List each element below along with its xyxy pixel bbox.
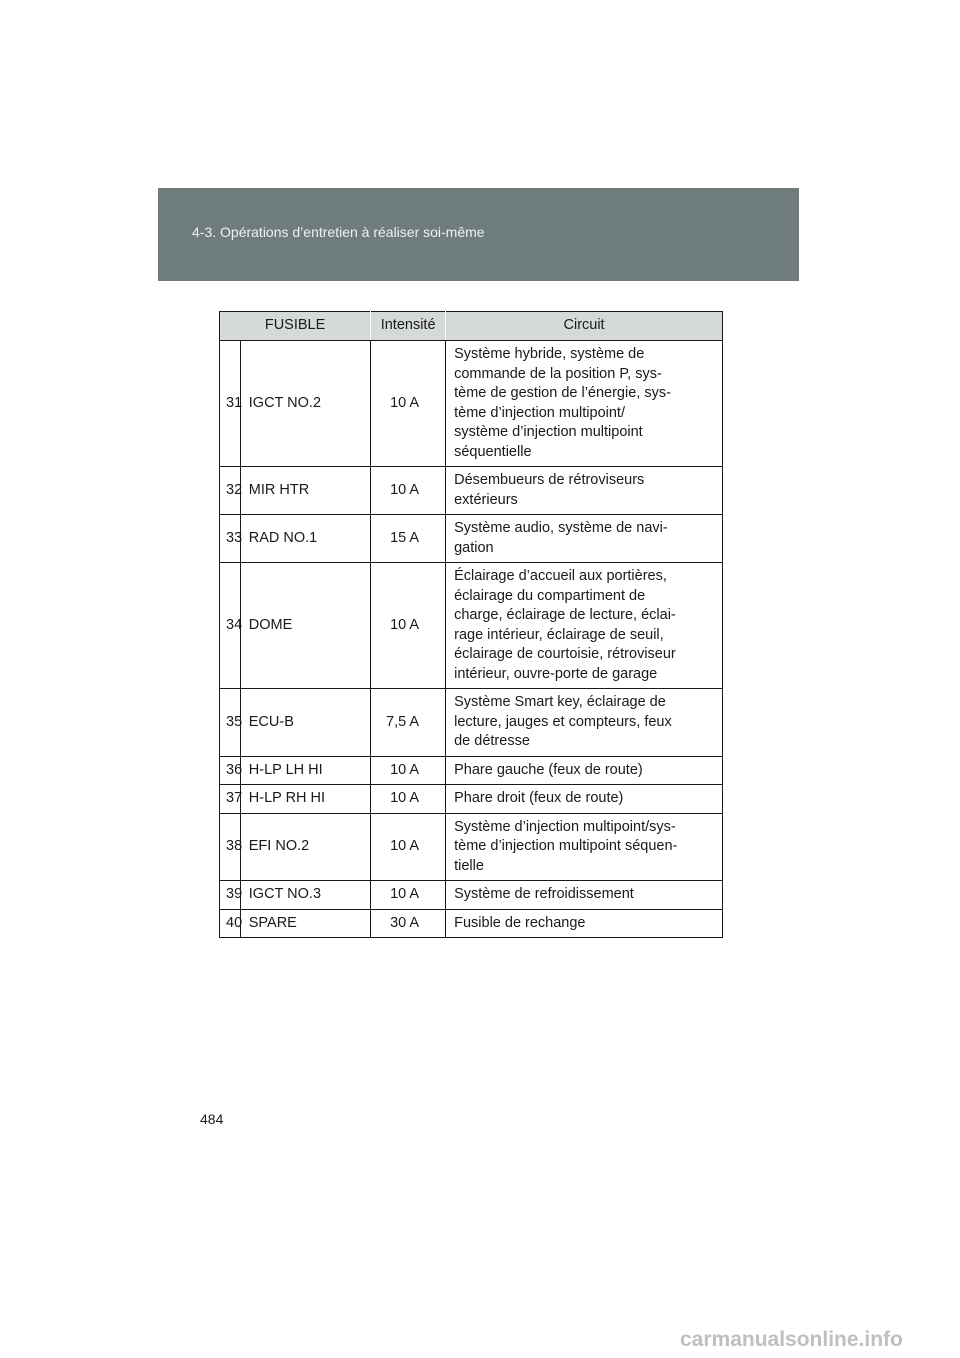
fuse-name: MIR HTR: [240, 467, 370, 515]
circuit-line: Fusible de rechange: [454, 914, 586, 931]
table-row: [220, 881, 723, 910]
circuit-line: séquentielle: [454, 443, 532, 460]
column-header-circuit: Circuit: [446, 312, 723, 341]
fuse-table-body: [220, 341, 723, 938]
circuit-line: rage intérieur, éclairage de seuil,: [454, 626, 664, 643]
table-header-row: [220, 312, 723, 341]
fuse-amperage: 10 A: [371, 881, 446, 910]
column-header-intensity: Intensité: [371, 312, 446, 341]
fuse-number: 31: [220, 341, 241, 467]
table-row: [220, 909, 723, 938]
fuse-name: DOME: [240, 563, 370, 689]
fuse-number: 34: [220, 563, 241, 689]
table-row: [220, 467, 723, 515]
fuse-name: IGCT NO.2: [240, 341, 370, 467]
table-row: [220, 813, 723, 881]
circuit-line: Système de refroidissement: [454, 886, 634, 902]
fuse-circuit: [446, 785, 723, 814]
table-row: [220, 785, 723, 814]
table-row: [220, 756, 723, 785]
fuse-number: 39: [220, 881, 241, 910]
circuit-line: charge, éclairage de lecture, éclai-: [454, 607, 676, 623]
page-number: 484: [200, 1111, 224, 1127]
table-row: [220, 341, 723, 467]
fuse-name: H-LP LH HI: [240, 756, 370, 785]
circuit-line: tème de gestion de l’énergie, sys-: [454, 385, 671, 401]
fuse-amperage: 10 A: [371, 467, 446, 515]
circuit-line: système d’injection multipoint: [454, 424, 643, 440]
circuit-line: tème d’injection multipoint/: [454, 404, 625, 421]
fuse-circuit: [446, 341, 723, 467]
section-title: 4-3. Opérations d’entretien à réaliser soi-même: [192, 224, 485, 240]
circuit-line: lecture, jauges et compteurs, feux: [454, 713, 672, 730]
fuse-circuit: [446, 756, 723, 785]
fuse-number: 36: [220, 756, 241, 785]
section-header-band: [158, 188, 799, 281]
circuit-line: Système Smart key, éclairage de: [454, 694, 666, 710]
fuse-number: 35: [220, 689, 241, 757]
fuse-circuit: [446, 813, 723, 881]
table-row: [220, 515, 723, 563]
circuit-line: Éclairage d’accueil aux portières,: [454, 568, 667, 584]
circuit-line: commande de la position P, sys-: [454, 365, 662, 382]
circuit-line: Système d’injection multipoint/sys-: [454, 818, 676, 835]
fuse-name: SPARE: [240, 909, 370, 938]
fuse-name: EFI NO.2: [240, 813, 370, 881]
circuit-line: Système audio, système de navi-: [454, 520, 668, 536]
fuse-amperage: 30 A: [371, 909, 446, 938]
fuse-name: IGCT NO.3: [240, 881, 370, 910]
fuse-number: 40: [220, 909, 241, 938]
fuse-circuit: [446, 467, 723, 515]
fuse-number: 38: [220, 813, 241, 881]
fuse-circuit: [446, 881, 723, 910]
fuse-name: ECU-B: [240, 689, 370, 757]
circuit-line: tielle: [454, 857, 484, 874]
fuse-number: 32: [220, 467, 241, 515]
circuit-line: Système hybride, système de: [454, 346, 645, 362]
fuse-amperage: 10 A: [371, 341, 446, 467]
circuit-line: Désembueurs de rétroviseurs: [454, 472, 645, 488]
fuse-amperage: 7,5 A: [371, 689, 446, 757]
circuit-line: gation: [454, 539, 494, 556]
fuse-circuit: [446, 515, 723, 563]
circuit-line: de détresse: [454, 733, 530, 749]
watermark: carmanualsonline.info: [680, 1328, 903, 1351]
fuse-amperage: 10 A: [371, 813, 446, 881]
fuse-name: H-LP RH HI: [240, 785, 370, 814]
fuse-amperage: 10 A: [371, 563, 446, 689]
circuit-line: extérieurs: [454, 491, 518, 508]
table-row: [220, 689, 723, 757]
table-row: [220, 563, 723, 689]
fuse-name: RAD NO.1: [240, 515, 370, 563]
fuse-circuit: [446, 563, 723, 689]
fuse-amperage: 10 A: [371, 785, 446, 814]
circuit-line: intérieur, ouvre-porte de garage: [454, 665, 658, 682]
circuit-line: éclairage de courtoisie, rétroviseur: [454, 646, 676, 662]
fuse-amperage: 15 A: [371, 515, 446, 563]
circuit-line: tème d’injection multipoint séquen-: [454, 838, 678, 854]
fuse-table: [219, 311, 723, 938]
fuse-number: 33: [220, 515, 241, 563]
fuse-circuit: [446, 909, 723, 938]
fuse-number: 37: [220, 785, 241, 814]
circuit-line: éclairage du compartiment de: [454, 587, 646, 604]
fuse-circuit: [446, 689, 723, 757]
circuit-line: Phare droit (feux de route): [454, 790, 624, 806]
circuit-line: Phare gauche (feux de route): [454, 761, 643, 778]
fuse-amperage: 10 A: [371, 756, 446, 785]
column-header-fuse: FUSIBLE: [220, 312, 371, 341]
